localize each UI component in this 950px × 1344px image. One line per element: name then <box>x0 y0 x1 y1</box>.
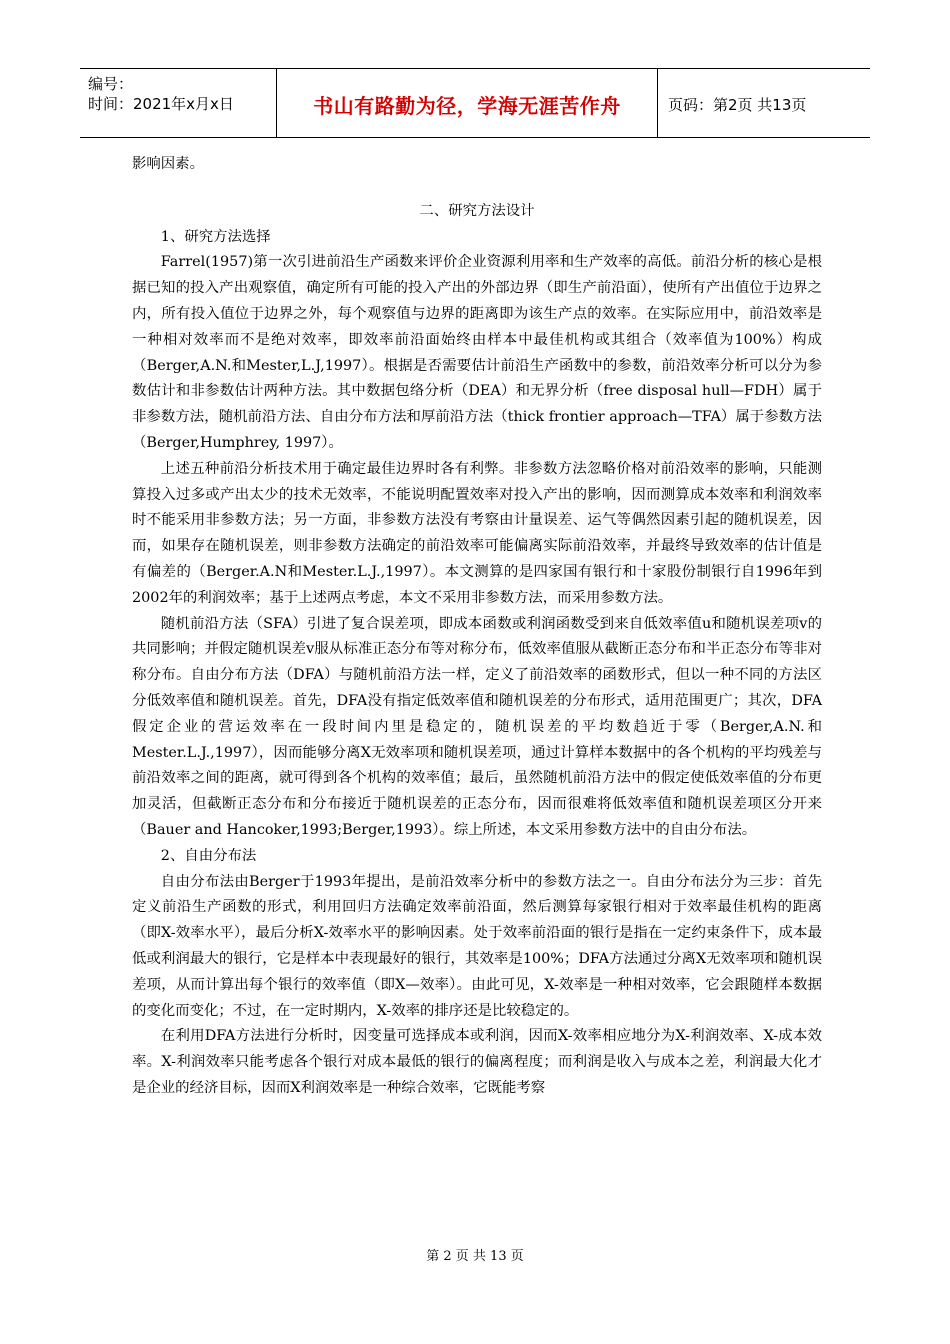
header-page-info: 页码：第2页 共13页 <box>668 96 807 114</box>
subsection-heading-2: 2、自由分布法 <box>160 847 257 864</box>
header-motto-cell <box>277 69 658 137</box>
paragraph-5: 在利用DFA方法进行分析时，因变量可选择成本或利润，因而X-效率相应地分为X-利润效率、X-成本效率。X-利润效率只能考虑各个银行对成本最低的银行的偏离程度；而利润是收入与成本之差，利润最大化才是企业的经济目标，因而X利润效率是一种综合效率，它既能考察 <box>132 1028 822 1096</box>
paragraph-2: 上述五种前沿分析技术用于确定最佳边界时各有利弊。非参数方法忽略价格对前沿效率的影响，只能测算投入过多或产出太少的技术无效率，不能说明配置效率对投入产出的影响，因而测算成本效率和利润效率时不能采用非参数方法；另一方面，非参数方法没有考察由计量误差、运气等偶然因素引起的随机误差，因而，如果存在随机误差，则非参数方法确定的前沿效率可能偏离实际前沿效率，并最终导致效率的估计值是有偏差的（Berger.A.N和Mester.L.J.,1997）。本文测算的是四家国有银行和十家股份制银行自1996年到2002年的利润效率；基于上述两点考虑，本文不采用非参数方法，而采用参数方法。 <box>132 460 822 606</box>
paragraph-1: Farrel(1957)第一次引进前沿生产函数来评价企业资源利用率和生产效率的高低。前沿分析的核心是根据已知的投入产出观察值，确定所有可能的投入产出的外部边界（即生产前沿面），使所有产出值位于边界之内，所有投入值位于边界之外，每个观察值与边界的距离即为该生产点的效率。在实际应用中，前沿效率是一种相对效率而不是绝对效率，即效率前沿面始终由样本中最佳机构或其组合（效率值为100%）构成（Berger,A.N.和Mester,L.J,1997）。根据是否需要估计前沿生产函数中的参数，前沿效率分析可以分为参数估计和非参数估计两种方法。其中数据包络分析（DEA）和无界分析（free disposal hull—FDH）属于非参数方法，随机前沿方法、自由分布方法和厚前沿方法（thick frontier approach—TFA）属于参数方法（Berger,Humphrey, 1997）。 <box>132 254 822 451</box>
paragraph-continuation: 影响因素。 <box>132 156 204 172</box>
header-motto: 书山有路勤为径，学海无涯苦作舟 <box>313 94 621 118</box>
subsection-heading-1: 1、研究方法选择 <box>160 228 271 245</box>
paragraph-3: 随机前沿方法（SFA）引进了复合误差项，即成本函数或利润函数受到来自低效率值u和随机误差项v的共同影响；并假定随机误差v服从标准正态分布等对称分布，低效率值服从截断正态分布和半正态分布等非对称分布。自由分布方法（DFA）与随机前沿方法一样，定义了前沿效率的函数形式，但以一种不同的方法区分低效率值和随机误差。首先，DFA没有指定低效率值和随机误差的分布形式，适用范围更广；其次，DFA假定企业的营运效率在一段时间内里是稳定的，随机误差的平均数趋近于零（Berger,A.N.和Mester.L.J.,1997），因而能够分离X无效率项和随机误差项，通过计算样本数据中的各个机构的平均残差与前沿效率之间的距离，就可得到各个机构的效率值；最后，虽然随机前沿方法中的假定使低效率值的分布更加灵活，但截断正态分布和分布接近于随机误差的正态分布，因而很难将低效率值和随机误差项区分开来（Bauer and Hancoker,1993;Berger,1993）。综上所述，本文采用参数方法中的自由分布法。 <box>132 615 822 838</box>
page-footer: 第 2 页 共 13 页 <box>426 1249 524 1264</box>
document-number-label: 编号： <box>88 75 134 93</box>
document-date-label: 时间：2021年x月x日 <box>88 95 234 113</box>
document-body <box>132 152 822 1102</box>
header-meta-cell <box>80 69 277 137</box>
header-page-cell <box>658 69 870 137</box>
page-header <box>80 68 870 138</box>
paragraph-4: 自由分布法由Berger于1993年提出，是前沿效率分析中的参数方法之一。自由分布法分为三步：首先定义前沿生产函数的形式，利用回归方法确定效率前沿面，然后测算每家银行相对于效率最佳机构的距离（即X-效率水平），最后分析X-效率水平的影响因素。处于效率前沿面的银行是指在一定约束条件下，成本最低或利润最大的银行，它是样本中表现最好的银行，其效率是100%；DFA方法通过分离X无效率项和随机误差项，从而计算出每个银行的效率值（即X—效率）。由此可见，X-效率是一种相对效率，它会跟随样本数据的变化而变化；不过，在一定时期内，X-效率的排序还是比较稳定的。 <box>132 873 822 1019</box>
section-title: 二、研究方法设计 <box>419 202 535 219</box>
